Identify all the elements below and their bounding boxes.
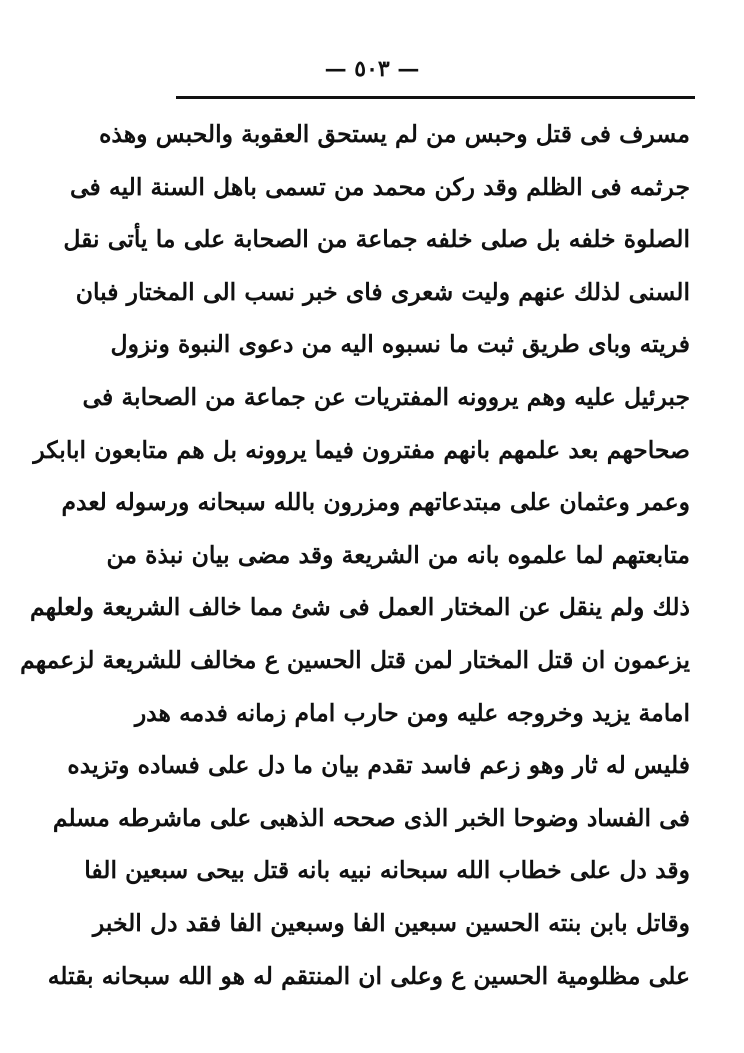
text-line: متابعتهم لما علموه بانه من الشريعة وقد مضى بيان نبذة من [106, 540, 690, 569]
body-text [20, 108, 690, 1002]
text-line: وقاتل بابن بنته الحسين سبعين الفا وسبعين الفا فقد دل الخبر [92, 908, 690, 937]
page-number: — ٥٠٣ — [324, 56, 420, 82]
text-line: امامة يزيد وخروجه عليه ومن حارب امام زمانه فدمه هدر [134, 698, 690, 727]
text-line: يزعمون ان قتل المختار لمن قتل الحسين ع مخالف للشريعة لزعمهم [20, 645, 690, 674]
text-line: جرثمه فى الظلم وقد ركن محمد من تسمى باهل السنة اليه فى [69, 172, 690, 201]
text-line: صحاحهم بعد علمهم بانهم مفترون فيما يروونه بل هم متابعون ابابكر [33, 435, 690, 464]
text-line: السنى لذلك عنهم وليت شعرى فاى خبر نسب الى المختار فبان [75, 277, 690, 306]
text-line: وقد دل على خطاب الله سبحانه نبيه بانه قتل بيحى سبعين الفا [84, 856, 690, 885]
header-rule [176, 96, 695, 99]
text-line: جبرئيل عليه وهم يروونه المفتريات عن جماعة من الصحابة فى [82, 382, 690, 411]
text-line: فريته وباى طريق ثبت ما نسبوه اليه من دعوى النبوة ونزول [110, 330, 690, 359]
text-line: ذلك ولم ينقل عن المختار العمل فى شئ مما خالف الشريعة ولعلهم [29, 593, 690, 622]
text-line: وعمر وعثمان على مبتدعاتهم ومزرون بالله سبحانه ورسوله لعدم [61, 488, 690, 517]
text-line: الصلوة خلفه بل صلى خلفه جماعة من الصحابة على ما يأتى نقل [63, 225, 690, 254]
text-line: على مظلومية الحسين ع وعلى ان المنتقم له هو الله سبحانه بقتله [47, 961, 690, 990]
text-line: فى الفساد وضوحا الخبر الذى صححه الذهبى على ماشرطه مسلم [52, 803, 690, 832]
text-line: مسرف فى قتل وحبس من لم يستحق العقوبة والحبس وهذه [99, 120, 690, 148]
text-line: فليس له ثار وهو زعم فاسد تقدم بيان ما دل على فساده وتزيده [67, 751, 690, 780]
